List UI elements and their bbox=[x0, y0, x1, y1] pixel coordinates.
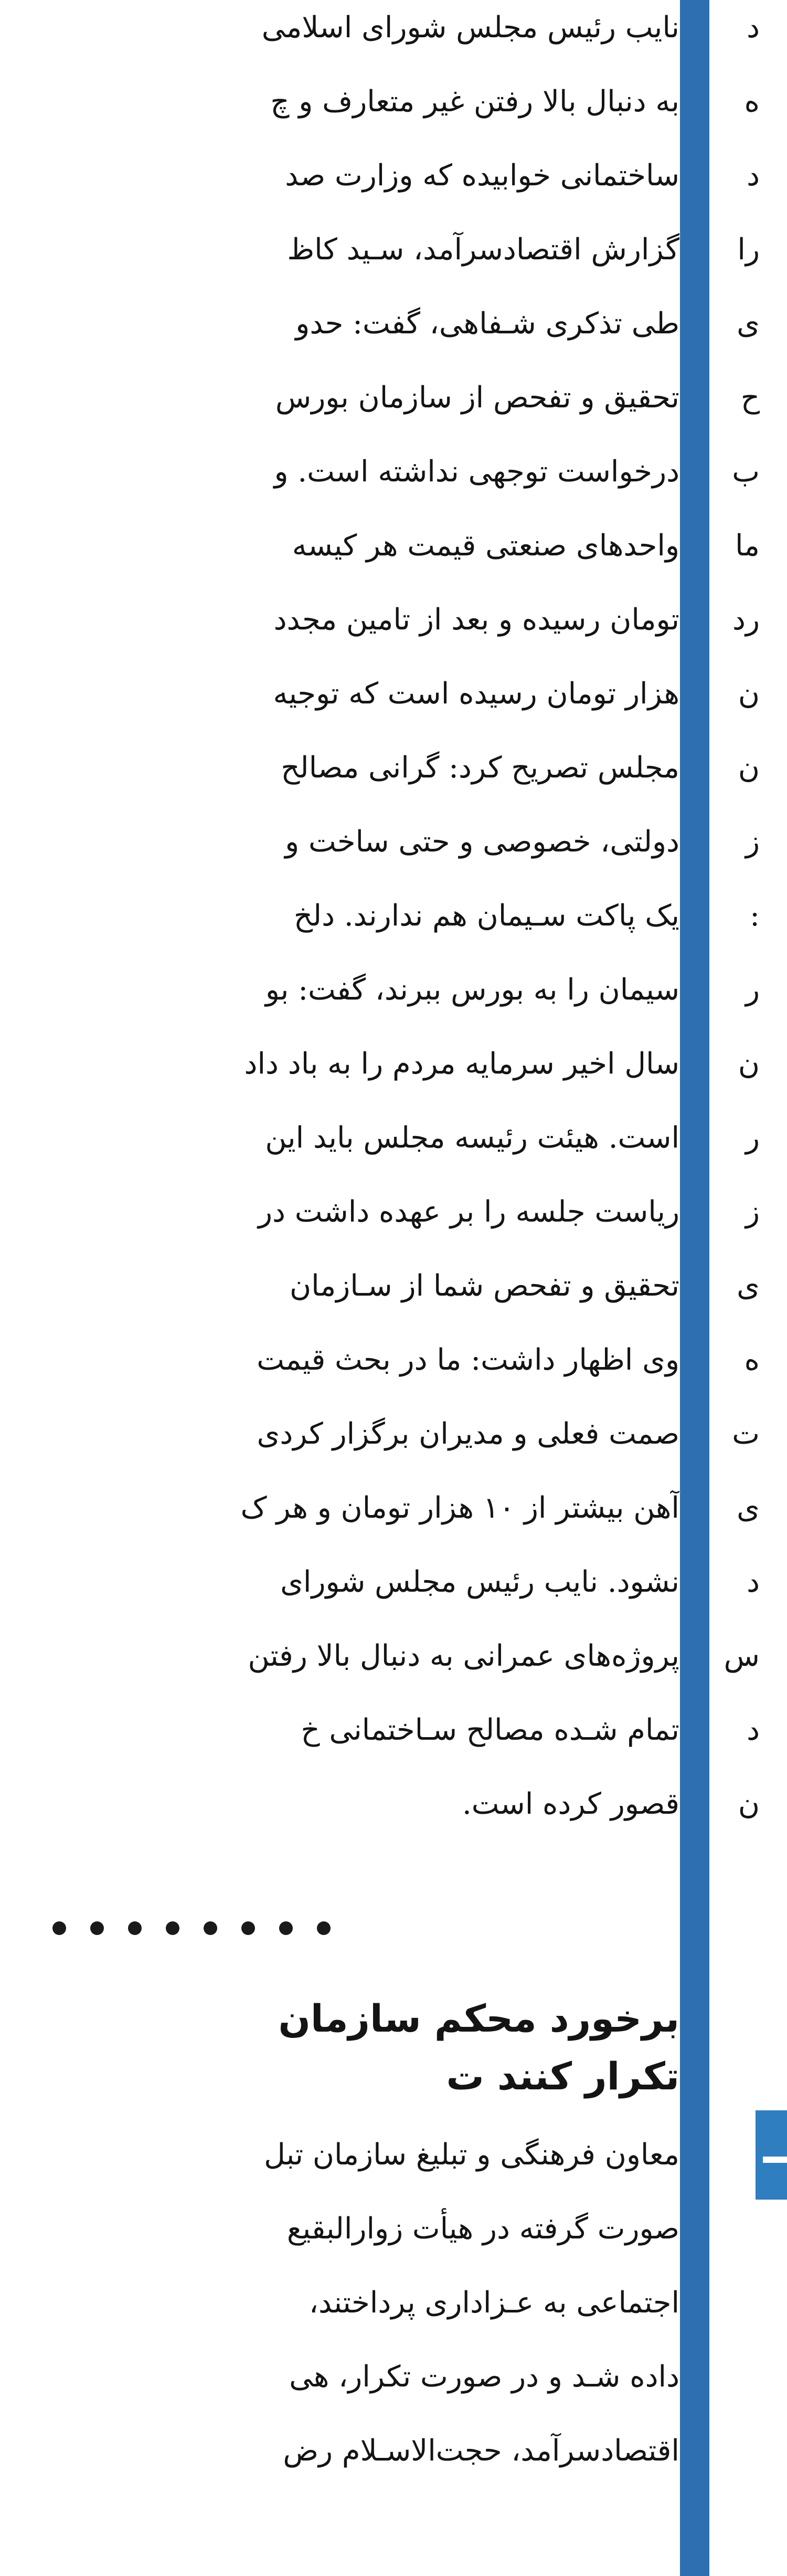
article-text-line: هزار تومان رسیده است که توجیه bbox=[273, 677, 679, 711]
adjacent-text-fragment: ن bbox=[738, 1047, 760, 1081]
article-text-line: تمام شـده مصالح سـاختمانی خ bbox=[301, 1713, 679, 1747]
article-text-line: آهن بیشتر از ۱۰ هزار تومان و هر ک bbox=[240, 1491, 679, 1525]
article-text-line: تحقیق و تفحص از سازمان بورس bbox=[275, 381, 679, 415]
article-text-line: دولتی، خصوصی و حتی ساخت و bbox=[285, 825, 679, 859]
article-text-line: واحدهای صنعتی قیمت هر کیسه bbox=[292, 529, 679, 563]
adjacent-text-fragment: را bbox=[737, 233, 760, 267]
article-text-line: تومان رسیده و بعد از تامین مجدد bbox=[273, 603, 679, 637]
article-text-line: نشود. نایب رئیس مجلس شورای bbox=[280, 1565, 679, 1599]
separator-dot bbox=[241, 1921, 255, 1935]
separator-dot bbox=[52, 1921, 66, 1935]
adjacent-text-fragment: د bbox=[747, 10, 760, 45]
article-text-line: سال اخیر سرمایه مردم را به باد داد bbox=[244, 1047, 679, 1081]
article-text-line: نایب رئیس مجلس شورای اسلامی bbox=[261, 10, 679, 45]
separator-dot bbox=[204, 1921, 217, 1935]
article-text-line: صورت گرفته در هیأت زوارالبقیع bbox=[286, 2212, 679, 2246]
adjacent-text-fragment: ر bbox=[745, 973, 760, 1007]
adjacent-text-fragment: : bbox=[750, 899, 760, 933]
adjacent-text-fragment: د bbox=[747, 1565, 760, 1599]
article-text-line: سیمان را به بورس ببرند، گفت: بو bbox=[265, 973, 679, 1007]
article-text-line: یک پاکت سـیمان هم ندارند. دلخ bbox=[293, 899, 679, 933]
adjacent-text-fragment: ر bbox=[745, 1121, 760, 1155]
article-text-line: قصور کرده است. bbox=[462, 1787, 679, 1821]
adjacent-text-fragment: ز bbox=[745, 825, 760, 859]
adjacent-text-fragment: د bbox=[747, 159, 760, 193]
accent-box bbox=[756, 2110, 787, 2200]
separator-dot bbox=[166, 1921, 179, 1935]
adjacent-column bbox=[709, 0, 787, 2576]
section-separator-dots bbox=[52, 1921, 472, 1942]
adjacent-text-fragment: ه bbox=[744, 1343, 760, 1377]
article-text-line: طی تذکری شـفاهی، گفت: حدو bbox=[295, 307, 679, 341]
article-text-line: پروژه‌های عمرانی به دنبال بالا رفتن bbox=[248, 1639, 679, 1673]
adjacent-text-fragment: ب bbox=[732, 455, 760, 489]
article-text-line: داده شـد و در صورت تکرار، هی bbox=[289, 2360, 679, 2394]
article-text-line: معاون فرهنگی و تبلیغ سازمان تبل bbox=[264, 2138, 679, 2172]
adjacent-text-fragment: ه bbox=[744, 85, 760, 119]
article-text-line: به دنبال بالا رفتن غیر متعارف و چ bbox=[270, 85, 679, 119]
headline-line: تکرار کنند ت bbox=[446, 2054, 679, 2098]
adjacent-text-fragment: ی bbox=[737, 307, 760, 341]
article-text-line: است. هیئت رئیسه مجلس باید این bbox=[265, 1121, 679, 1155]
article-text-line: درخواست توجهی نداشته است. و bbox=[274, 455, 679, 489]
adjacent-text-fragment: ی bbox=[737, 1491, 760, 1525]
separator-dot bbox=[128, 1921, 142, 1935]
separator-dot bbox=[317, 1921, 331, 1935]
adjacent-text-fragment: ح bbox=[740, 381, 760, 415]
separator-dot bbox=[90, 1921, 104, 1935]
adjacent-text-fragment: رد bbox=[732, 603, 760, 637]
headline-line: برخورد محکم سازمان bbox=[278, 1996, 679, 2041]
adjacent-text-fragment: ن bbox=[738, 1787, 760, 1821]
article-text-line: ساختمانی خوابیده که وزارت صد bbox=[285, 159, 679, 193]
article-text-line: تحقیق و تفحص شما از سـازمان bbox=[290, 1269, 679, 1303]
adjacent-text-fragment: ن bbox=[738, 677, 760, 711]
article-text-line: گزارش اقتصادسرآمد، سـید کاظ bbox=[287, 233, 679, 267]
accent-mark bbox=[763, 2157, 787, 2163]
adjacent-text-fragment: س bbox=[724, 1639, 760, 1673]
article-text-line: صمت فعلی و مدیران برگزار کردی bbox=[257, 1417, 679, 1451]
article-text-line: اجتماعی به عـزاداری پرداختند، bbox=[309, 2286, 679, 2320]
column-divider bbox=[680, 0, 709, 2576]
adjacent-text-fragment: ی bbox=[737, 1269, 760, 1303]
adjacent-text-fragment: ت bbox=[732, 1417, 760, 1451]
adjacent-text-fragment: د bbox=[747, 1713, 760, 1747]
article-text-line: وی اظهار داشت: ما در بحث قیمت bbox=[257, 1343, 679, 1377]
article-text-line: اقتصادسرآمد، حجت‌الاسـلام رض bbox=[283, 2434, 679, 2468]
article-text-line: مجلس تصریح کرد: گرانی مصالح bbox=[281, 751, 679, 785]
adjacent-text-fragment: ن bbox=[738, 751, 760, 785]
article-text-line: ریاست جلسه را بر عهده داشت در bbox=[258, 1195, 679, 1229]
separator-dot bbox=[279, 1921, 293, 1935]
adjacent-text-fragment: ز bbox=[745, 1195, 760, 1229]
adjacent-text-fragment: ما bbox=[735, 529, 760, 563]
